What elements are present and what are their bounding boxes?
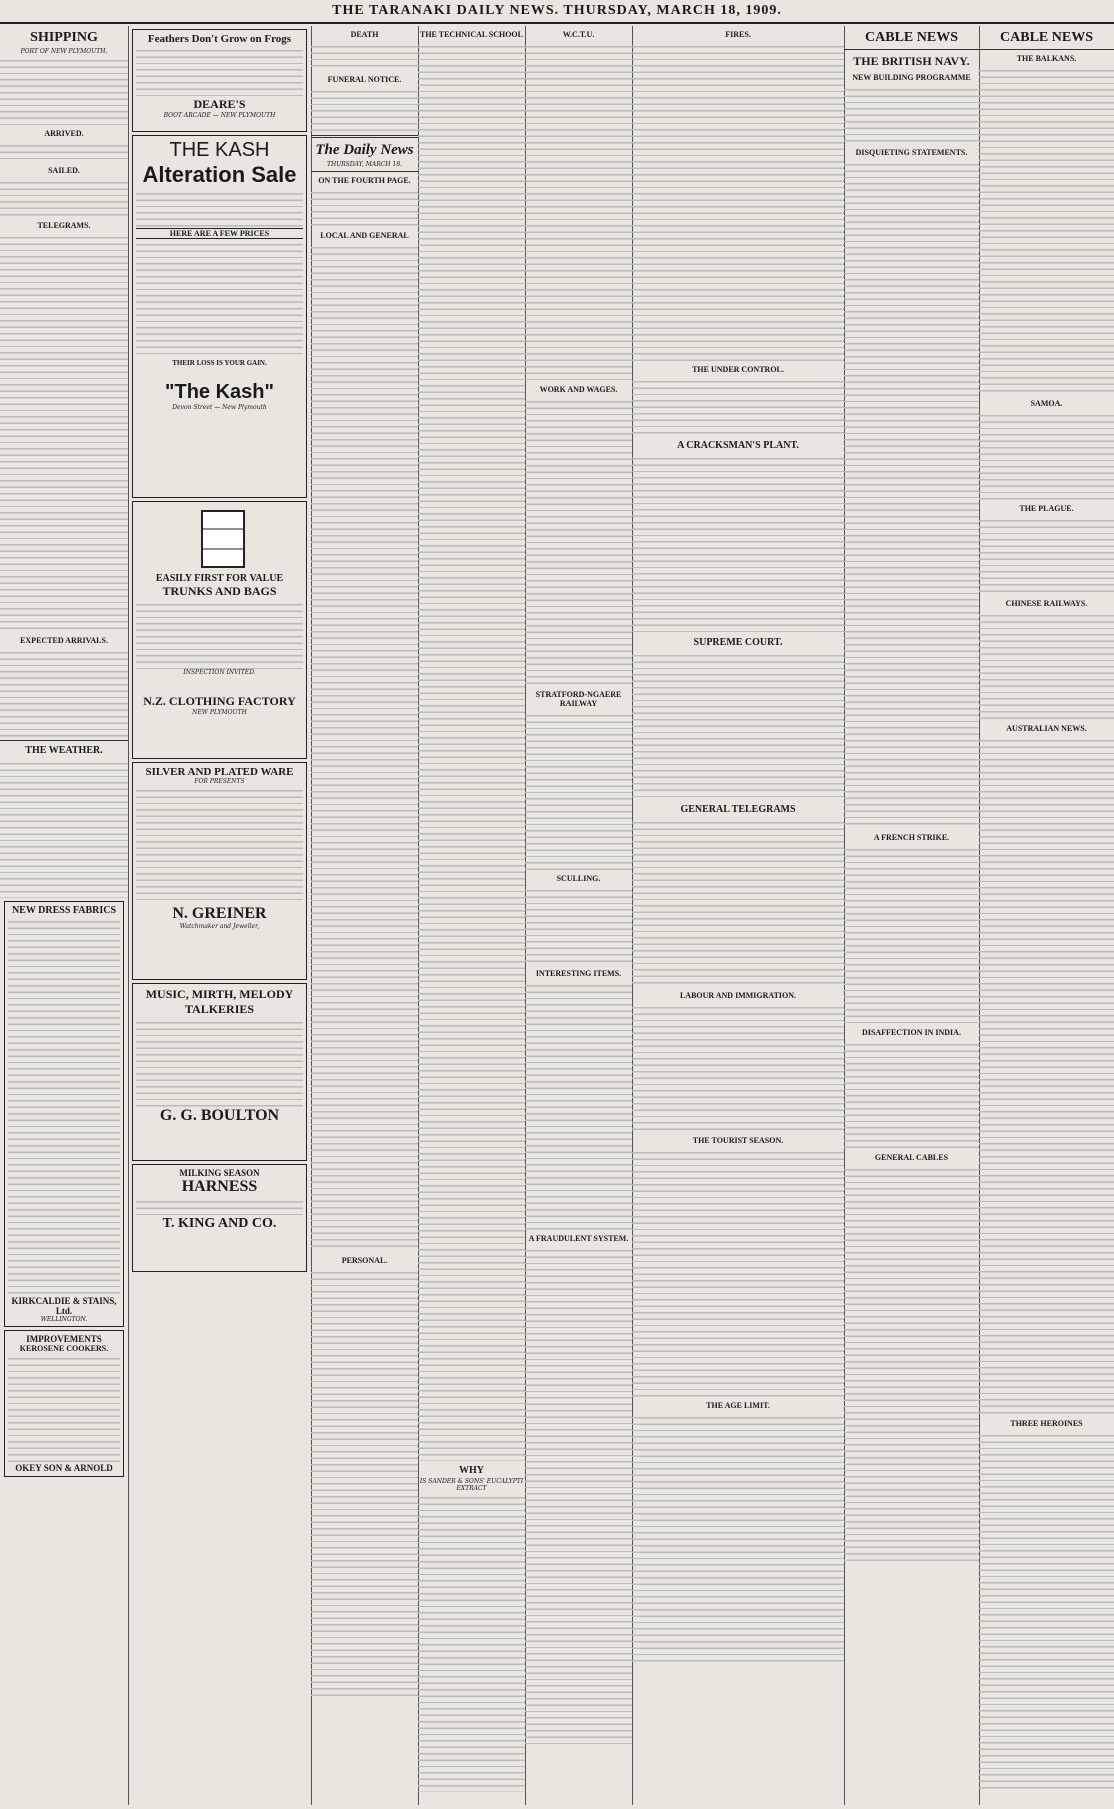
deares-text	[136, 45, 303, 97]
fabrics-ad	[4, 901, 124, 1327]
kerosene-title: KEROSENE COOKERS.	[19, 1344, 109, 1353]
kash-name: "The Kash"	[165, 381, 274, 403]
why-text	[418, 1492, 525, 1792]
column-6	[632, 26, 845, 1805]
expected-heading: EXPECTED ARRIVALS.	[20, 636, 108, 645]
fabrics-title: NEW DRESS FABRICS	[11, 905, 117, 916]
masthead: THE TARANAKI DAILY NEWS. THURSDAY, MARCH 18, 1909.	[0, 0, 1114, 24]
frogs-title: Feathers Don't Grow on Frogs	[147, 33, 292, 45]
age-text	[632, 1412, 844, 1662]
silver-ad	[132, 762, 307, 980]
column-8	[979, 26, 1114, 1805]
factory-place: NEW PLYMOUTH	[192, 709, 247, 716]
work-text	[525, 396, 632, 686]
telegrams-heading-6: GENERAL TELEGRAMS	[680, 804, 796, 815]
fraud-text	[525, 1245, 632, 1745]
disquiet-heading: DISQUIETING STATEMENTS.	[855, 148, 968, 157]
supreme-text	[632, 650, 844, 800]
strike-text	[844, 844, 979, 1024]
harness-text	[136, 1196, 303, 1216]
fires-text	[632, 41, 844, 361]
talkeries-text	[136, 1017, 303, 1107]
harness-ad	[132, 1164, 307, 1272]
australian-text	[979, 735, 1114, 1415]
deares-sub: BOOT ARCADE — NEW PLYMOUTH	[163, 112, 276, 119]
local-text	[311, 242, 418, 1252]
greiner-name: N. GREINER	[172, 905, 267, 922]
work-heading: WORK AND WAGES.	[539, 385, 618, 394]
factory-name: N.Z. CLOTHING FACTORY	[143, 694, 296, 708]
india-heading: DISAFFECTION IN INDIA.	[862, 1028, 961, 1037]
greiner-sub: Watchmaker and Jeweller,	[179, 923, 260, 930]
general-heading: GENERAL CABLES	[874, 1153, 949, 1162]
arrived-text	[0, 140, 128, 162]
plant-text	[632, 453, 844, 633]
music-title: MUSIC, MIRTH, MELODY	[145, 987, 294, 1001]
control-heading: THE UNDER CONTROL.	[692, 365, 784, 374]
paper-date: THURSDAY, MARCH 18.	[326, 161, 403, 168]
port-subheading: PORT OF NEW PLYMOUTH.	[20, 48, 108, 55]
telegrams-text	[0, 232, 128, 632]
navy-text-2	[844, 159, 979, 829]
plant-heading: A CRACKSMAN'S PLANT.	[677, 440, 799, 451]
why-heading: WHY	[459, 1465, 484, 1476]
prices-heading: HERE ARE A FEW PRICES	[136, 228, 303, 239]
labour-text	[632, 1002, 844, 1132]
kirkcaldie-name: KIRKCALDIE & STAINS, Ltd.	[11, 1296, 117, 1316]
improvements-ad	[4, 1330, 124, 1477]
column-7	[844, 26, 980, 1805]
personal-heading: PERSONAL.	[341, 1256, 388, 1265]
stratford-heading: STRATFORD-NGAERE RAILWAY	[535, 690, 622, 708]
column-4	[418, 26, 526, 1805]
trunk-illustration	[136, 505, 303, 573]
trunks-heading-2: TRUNKS AND BAGS	[162, 584, 277, 598]
railways-heading: CHINESE RAILWAYS.	[1005, 599, 1088, 608]
cable-heading-8: CABLE NEWS	[1000, 30, 1093, 45]
cable-heading-7: CABLE NEWS	[865, 30, 958, 45]
deares-ad	[132, 29, 307, 132]
expected-text	[0, 647, 128, 737]
control-text	[632, 376, 844, 436]
weather-text	[0, 758, 128, 898]
loss-line: THEIR LOSS IS YOUR GAIN.	[172, 359, 267, 367]
balkans-heading: THE BALKANS.	[1016, 54, 1077, 63]
improvements-text	[8, 1353, 120, 1463]
interesting-text	[525, 980, 632, 1230]
silver-sub: FOR PRESENTS	[194, 778, 245, 785]
talkeries-ad	[132, 983, 307, 1161]
trunks-ad	[132, 501, 307, 759]
interesting-heading: INTERESTING ITEMS.	[535, 969, 622, 978]
paper-title: The Daily News	[315, 142, 414, 158]
shipping-heading: SHIPPING	[30, 30, 98, 45]
telegrams-text-6	[632, 817, 844, 987]
death-text	[311, 41, 418, 71]
building-heading: NEW BUILDING PROGRAMME	[852, 73, 971, 82]
deares-name: DEARE'S	[193, 97, 246, 111]
heroines-heading: THREE HEROINES	[1010, 1419, 1083, 1428]
column-2	[128, 26, 312, 1805]
navy-text-1	[844, 84, 979, 144]
fabrics-text	[8, 916, 120, 1296]
supreme-heading: SUPREME COURT.	[693, 637, 783, 648]
samoa-text	[979, 410, 1114, 500]
technical-text	[418, 41, 525, 1461]
fraud-heading: A FRAUDULENT SYSTEM.	[528, 1234, 629, 1243]
kash-address: Devon Street — New Plymouth	[172, 404, 267, 411]
wctu-heading: W.C.T.U.	[562, 30, 595, 39]
silver-title: SILVER AND PLATED WARE	[145, 766, 294, 778]
kash-text	[136, 188, 303, 228]
sculling-text	[525, 885, 632, 965]
strike-heading: A FRENCH STRIKE.	[873, 833, 950, 842]
arrived-heading: ARRIVED.	[44, 129, 84, 138]
weather-heading: THE WEATHER.	[25, 745, 103, 756]
funeral-text	[311, 86, 418, 131]
harness-title: HARNESS	[181, 1178, 258, 1195]
australian-heading: AUSTRALIAN NEWS.	[1006, 724, 1087, 733]
navy-heading: THE BRITISH NAVY.	[853, 54, 970, 68]
railways-text	[979, 610, 1114, 720]
kirkcaldie-place: WELLINGTON.	[40, 1316, 88, 1323]
king-name: T. KING AND CO.	[162, 1216, 277, 1231]
why-sub: IS SANDER & SONS' EUCALYPTI EXTRACT	[419, 1478, 524, 1492]
boulton-name: G. G. BOULTON	[159, 1107, 280, 1124]
sailed-heading: SAILED.	[48, 166, 80, 175]
fourth-page-heading: ON THE FOURTH PAGE.	[318, 176, 411, 185]
heroines-text	[979, 1430, 1114, 1790]
fires-heading: FIRES.	[725, 30, 751, 39]
death-heading: DEATH	[350, 30, 379, 39]
sculling-heading: SCULLING.	[556, 874, 601, 883]
stratford-text	[525, 710, 632, 870]
improvements-title: IMPROVEMENTS	[26, 1334, 102, 1344]
kash-ad	[132, 135, 307, 498]
plague-heading: THE PLAGUE.	[1019, 504, 1074, 513]
trunk-icon	[136, 505, 303, 573]
price-list	[136, 239, 303, 359]
inspection-line: INSPECTION INVITED.	[183, 669, 256, 676]
alteration-title: Alteration Sale	[142, 162, 297, 187]
column-1	[0, 26, 129, 1805]
milking-title: MILKING SEASON	[179, 1168, 260, 1178]
personal-text	[311, 1267, 418, 1697]
local-heading: LOCAL AND GENERAL	[320, 231, 409, 240]
funeral-heading: FUNERAL NOTICE.	[327, 75, 402, 84]
tide-table	[0, 55, 128, 125]
column-5	[525, 26, 633, 1805]
general-text	[844, 1164, 979, 1564]
trunks-heading-1: EASILY FIRST FOR VALUE	[155, 573, 284, 584]
balkans-text	[979, 65, 1114, 395]
age-heading: THE AGE LIMIT.	[706, 1401, 770, 1410]
fourth-page-text	[311, 187, 418, 227]
technical-heading: THE TECHNICAL SCHOOL	[420, 30, 523, 39]
wctu-text	[525, 41, 632, 381]
silver-text	[136, 785, 303, 905]
sailed-text	[0, 177, 128, 217]
india-text	[844, 1039, 979, 1149]
telegrams-heading: TELEGRAMS.	[37, 221, 91, 230]
plague-text	[979, 515, 1114, 595]
talkeries-title: TALKERIES	[184, 1002, 255, 1016]
trunks-prices	[136, 599, 303, 669]
tourist-text	[632, 1147, 844, 1397]
labour-heading: LABOUR AND IMMIGRATION.	[679, 991, 797, 1000]
kash-title: THE KASH	[169, 139, 270, 161]
okey-name: OKEY SON & ARNOLD	[15, 1463, 113, 1473]
column-3	[311, 26, 419, 1805]
samoa-heading: SAMOA.	[1030, 399, 1063, 408]
tourist-heading: THE TOURIST SEASON.	[692, 1136, 784, 1145]
